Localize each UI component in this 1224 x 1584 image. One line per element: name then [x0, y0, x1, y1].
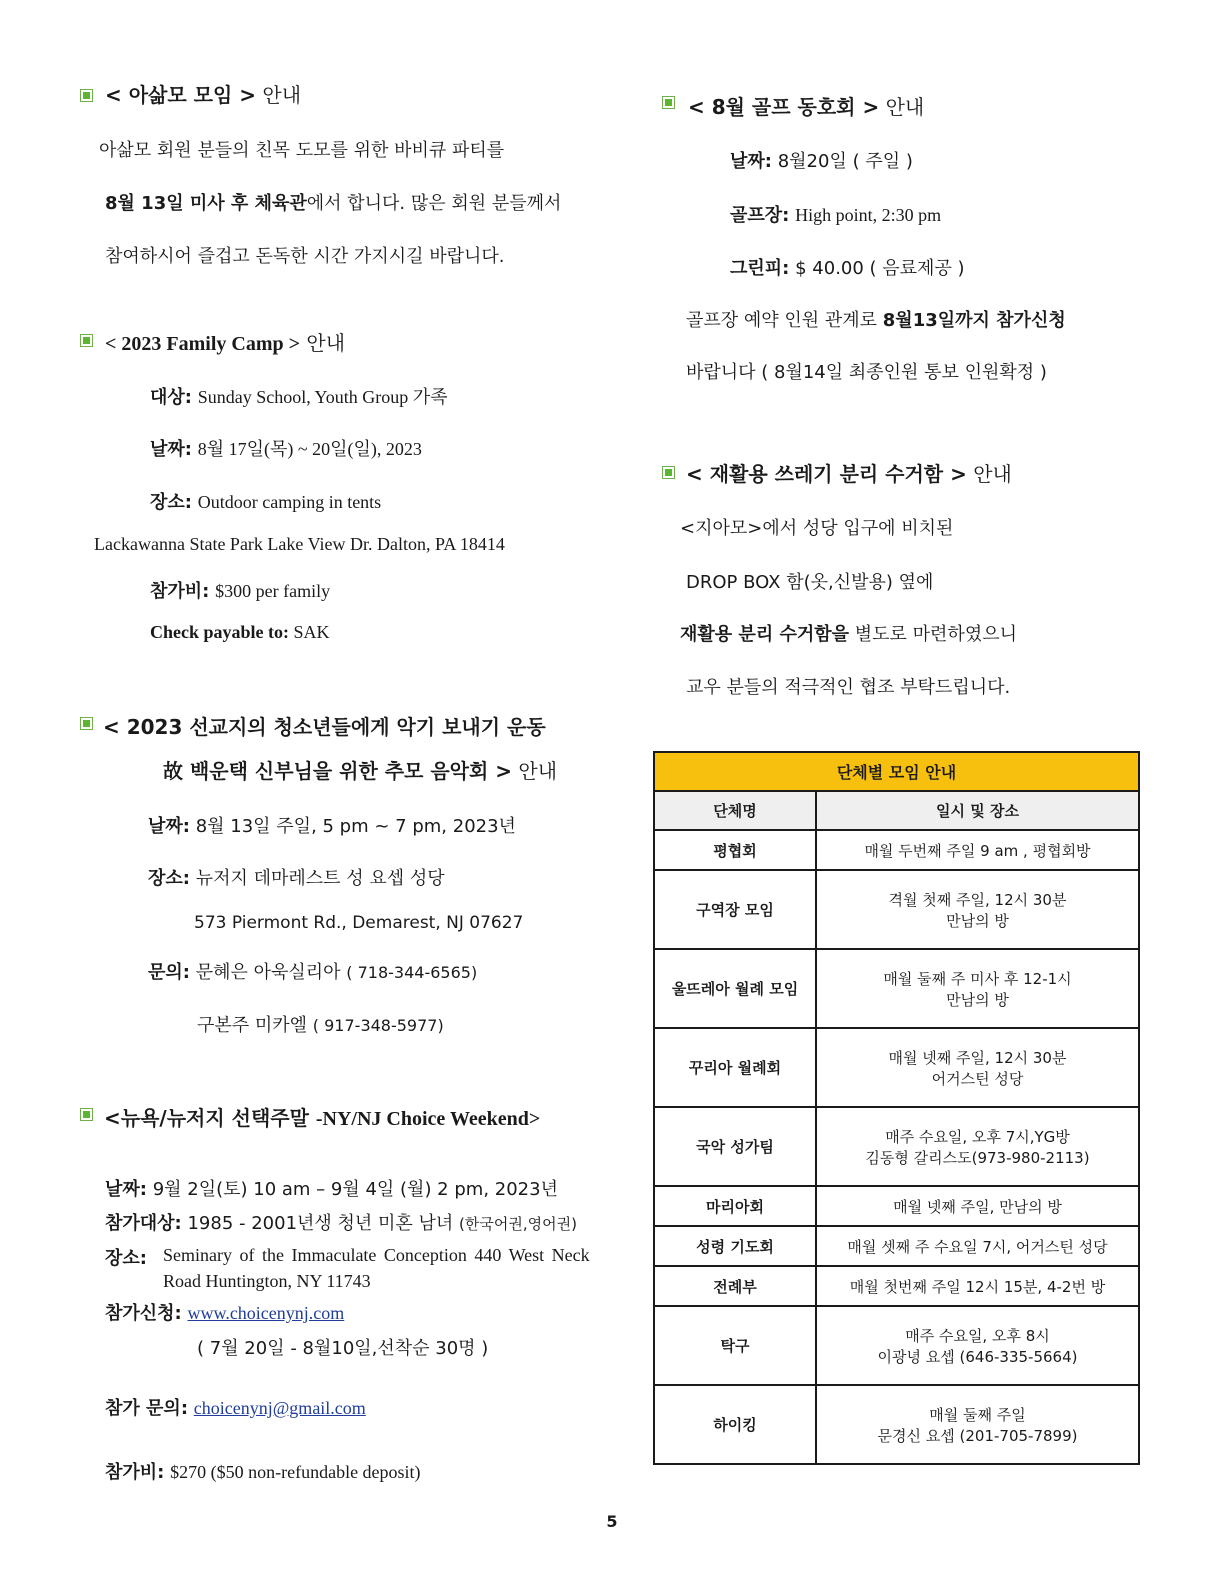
- recycle-line-1: <지아모>에서 성당 입구에 비치된: [680, 518, 954, 539]
- camp-place-label: 장소:: [150, 492, 192, 513]
- group-schedule: 매월 두번째 주일 9 am , 평협회방: [816, 830, 1139, 870]
- asammo-line-2: [105, 189, 561, 215]
- golf-fee: [730, 254, 965, 280]
- choice-place-line-2: Road Huntington, NY 11743: [163, 1271, 371, 1291]
- choice-apply-link[interactable]: www.choicenynj.com: [187, 1303, 345, 1323]
- choice-fee: [105, 1458, 421, 1484]
- group-name: 성령 기도회: [654, 1226, 816, 1266]
- heading-suffix: 안내: [262, 83, 302, 107]
- golf-line-2: 바랍니다 ( 8월14일 최종인원 통보 인원확정 ): [686, 362, 1047, 383]
- camp-check-value: SAK: [293, 622, 330, 642]
- table-row: [654, 1385, 1139, 1464]
- choice-target-note: (한국어권,영어권): [459, 1215, 577, 1233]
- choice-inquiry: [105, 1394, 366, 1420]
- camp-target-value: Sunday School, Youth Group 가족: [197, 387, 448, 407]
- heading-title: < 8월 골프 동호회 >: [688, 95, 880, 119]
- group-schedule: 매월 첫번째 주일 12시 15분, 4-2번 방: [816, 1266, 1139, 1306]
- concert-date-value: 8월 13일 주일, 5 pm ~ 7 pm, 2023년: [195, 816, 516, 837]
- camp-fee-value: $300 per family: [215, 581, 331, 601]
- golf-course: [730, 201, 941, 227]
- choice-target-label: 참가대상:: [105, 1213, 182, 1234]
- golf-line-1-bold: 8월13일까지 참가신청: [882, 310, 1066, 331]
- golf-course-label: 골프장:: [730, 205, 790, 226]
- group-schedule: [816, 1306, 1139, 1385]
- concert-contact-2-name: 구본주 미카엘: [197, 1015, 308, 1036]
- choice-date-value: 9월 2일(토) 10 am – 9월 4일 (월) 2 pm, 2023년: [152, 1179, 558, 1200]
- choice-heading-kr: <뉴욕/뉴저지 선택주말: [104, 1106, 309, 1130]
- section-bullet-icon: [662, 96, 675, 109]
- table-row: [654, 870, 1139, 949]
- choice-target: [105, 1209, 577, 1235]
- choice-place-label: 장소:: [105, 1248, 147, 1269]
- choice-heading-en: -NY/NJ Choice Weekend>: [315, 1108, 541, 1130]
- concert-contact-1-name: 문혜은 아욱실리아: [195, 962, 341, 983]
- group-schedule: [816, 1028, 1139, 1107]
- group-schedule-line-2: 만남의 방: [946, 990, 1009, 1009]
- section-heading-golf: [688, 91, 924, 120]
- table-header-schedule: 일시 및 장소: [816, 791, 1139, 830]
- table-title: 단체별 모임 안내: [654, 752, 1139, 791]
- section-heading-recycling: [686, 458, 1012, 487]
- camp-check-label: Check payable to:: [150, 622, 289, 642]
- concert-address: 573 Piermont Rd., Demarest, NJ 07627: [194, 913, 524, 933]
- group-schedule: [816, 1385, 1139, 1464]
- table-row: [654, 1028, 1139, 1107]
- table-row: [654, 949, 1139, 1028]
- section-bullet-icon: [80, 89, 93, 102]
- camp-date-value: 8월 17일(목) ~ 20일(일), 2023: [197, 439, 422, 459]
- group-schedule-line-1: 매주 수요일, 오후 8시: [905, 1326, 1050, 1345]
- concert-heading-title: 故 백운택 신부님을 위한 추모 음악회 >: [163, 759, 513, 783]
- group-name: 전례부: [654, 1266, 816, 1306]
- golf-date-value: 8월20일 ( 주일 ): [777, 151, 913, 172]
- concert-place-label: 장소:: [148, 868, 190, 889]
- camp-check: [150, 622, 330, 643]
- group-schedule-line-1: 격월 첫째 주일, 12시 30분: [888, 890, 1067, 909]
- group-schedule-line-2: 문경신 요셉 (201-705-7899): [877, 1426, 1078, 1445]
- choice-inquiry-label: 참가 문의:: [105, 1398, 189, 1419]
- recycle-line-3-rest: 별도로 마련하였으니: [854, 624, 1017, 645]
- choice-fee-value: $270 ($50 non-refundable deposit): [170, 1462, 421, 1482]
- concert-contact-1: [148, 958, 477, 984]
- camp-target-label: 대상:: [150, 387, 192, 408]
- concert-contact-label: 문의:: [148, 962, 190, 983]
- section-bullet-icon: [80, 717, 93, 730]
- golf-line-1-pre: 골프장 예약 인원 관계로: [686, 310, 878, 331]
- choice-apply-period: ( 7월 20일 - 8월10일,선착순 30명 ): [197, 1338, 489, 1359]
- camp-place-value: Outdoor camping in tents: [197, 492, 382, 512]
- table-row: [654, 830, 1139, 870]
- table-row: [654, 1266, 1139, 1306]
- group-schedule-line-2: 어거스틴 성당: [931, 1069, 1024, 1088]
- section-heading-choice-weekend: [104, 1102, 540, 1131]
- group-name: 하이킹: [654, 1385, 816, 1464]
- concert-heading-line-2: [163, 755, 557, 784]
- group-name: 평협회: [654, 830, 816, 870]
- group-schedule-line-1: 매월 둘째 주 미사 후 12-1시: [883, 969, 1072, 988]
- group-name: 탁구: [654, 1306, 816, 1385]
- section-bullet-icon: [80, 1108, 93, 1121]
- asammo-line-2-rest: 에서 합니다. 많은 회원 분들께서: [306, 193, 562, 214]
- concert-place: [148, 864, 445, 890]
- golf-fee-value: $ 40.00 ( 음료제공 ): [795, 258, 965, 279]
- choice-inquiry-email-link[interactable]: choicenynj@gmail.com: [193, 1398, 366, 1418]
- group-schedule-line-2: 이광녕 요셉 (646-335-5664): [877, 1347, 1078, 1366]
- page-number: 5: [606, 1512, 618, 1531]
- heading-title: < 아삶모 모임 >: [105, 83, 257, 107]
- group-schedule: [816, 870, 1139, 949]
- group-name: 꾸리아 월례회: [654, 1028, 816, 1107]
- group-schedule: [816, 1107, 1139, 1186]
- group-name: 마리아회: [654, 1186, 816, 1226]
- table-header-group: 단체명: [654, 791, 816, 830]
- group-schedule-line-1: 매월 넷째 주일, 12시 30분: [888, 1048, 1067, 1067]
- choice-target-value: 1985 - 2001년생 청년 미혼 남녀: [187, 1213, 454, 1234]
- group-schedule-line-1: 매월 둘째 주일: [929, 1405, 1026, 1424]
- recycle-line-3-bold: 재활용 분리 수거함을: [680, 624, 850, 645]
- table-row: [654, 1226, 1139, 1266]
- recycle-line-2: DROP BOX 함(옷,신발용) 옆에: [686, 572, 934, 593]
- group-schedule-table: [653, 751, 1140, 1465]
- choice-place-line-1: Seminary of the Immaculate Conception 440 West Neck: [163, 1245, 590, 1265]
- asammo-date-bold: 8월 13일 미사 후 체육관: [105, 193, 307, 214]
- golf-date-label: 날짜:: [730, 151, 772, 172]
- camp-fee: [150, 577, 330, 603]
- concert-contact-2: [197, 1011, 444, 1037]
- camp-target: [150, 383, 448, 409]
- table-row: [654, 1186, 1139, 1226]
- group-schedule: 매월 넷째 주일, 만남의 방: [816, 1186, 1139, 1226]
- camp-place: [150, 488, 381, 514]
- concert-contact-2-phone: ( 917-348-5977): [312, 1016, 444, 1035]
- heading-suffix: 안내: [306, 331, 346, 355]
- heading-title: < 2023 Family Camp >: [105, 333, 301, 355]
- table-row: [654, 1306, 1139, 1385]
- choice-date-label: 날짜:: [105, 1179, 147, 1200]
- table-row: [654, 1107, 1139, 1186]
- section-heading-asammo: [105, 79, 301, 108]
- golf-course-value: High point, 2:30 pm: [795, 205, 942, 225]
- golf-line-1: [686, 306, 1066, 332]
- choice-fee-label: 참가비:: [105, 1462, 165, 1483]
- group-schedule: 매월 셋째 주 수요일 7시, 어거스틴 성당: [816, 1226, 1139, 1266]
- camp-date-label: 날짜:: [150, 439, 192, 460]
- group-name: 울뜨레아 월례 모임: [654, 949, 816, 1028]
- choice-date: [105, 1175, 558, 1201]
- golf-date: [730, 147, 913, 173]
- choice-apply-label: 참가신청:: [105, 1303, 182, 1324]
- section-bullet-icon: [80, 334, 93, 347]
- heading-suffix: 안내: [885, 95, 925, 119]
- recycle-line-4: 교우 분들의 적극적인 협조 부탁드립니다.: [686, 677, 1011, 698]
- concert-date: [148, 812, 516, 838]
- camp-fee-label: 참가비:: [150, 581, 210, 602]
- heading-suffix: 안내: [973, 462, 1012, 486]
- asammo-line-3: 참여하시어 즐겁고 돈독한 시간 가지시길 바랍니다.: [105, 246, 505, 267]
- camp-date: [150, 435, 422, 461]
- group-schedule-line-1: 매주 수요일, 오후 7시,YG방: [885, 1127, 1070, 1146]
- asammo-line-1: 아삶모 회원 분들의 친목 도모를 위한 바비큐 파티를: [99, 140, 505, 161]
- concert-date-label: 날짜:: [148, 816, 190, 837]
- recycle-line-3: [680, 620, 1017, 646]
- heading-title: < 재활용 쓰레기 분리 수거함 >: [686, 462, 967, 486]
- group-schedule: [816, 949, 1139, 1028]
- group-schedule-line-2: 만남의 방: [946, 911, 1009, 930]
- group-name: 국악 성가팀: [654, 1107, 816, 1186]
- concert-heading-line-1: < 2023 선교지의 청소년들에게 악기 보내기 운동: [103, 715, 546, 739]
- group-name: 구역장 모임: [654, 870, 816, 949]
- camp-address: Lackawanna State Park Lake View Dr. Dalton, PA 18414: [94, 534, 505, 554]
- group-schedule-line-2: 김동형 갈리스도(973-980-2113): [865, 1148, 1090, 1167]
- section-heading-family-camp: [105, 327, 345, 356]
- golf-fee-label: 그린피:: [730, 258, 790, 279]
- concert-place-value: 뉴저지 데마레스트 성 요셉 성당: [195, 868, 445, 889]
- concert-contact-1-phone: ( 718-344-6565): [346, 963, 478, 982]
- heading-suffix: 안내: [518, 759, 558, 783]
- section-bullet-icon: [662, 466, 675, 479]
- choice-apply: [105, 1299, 344, 1325]
